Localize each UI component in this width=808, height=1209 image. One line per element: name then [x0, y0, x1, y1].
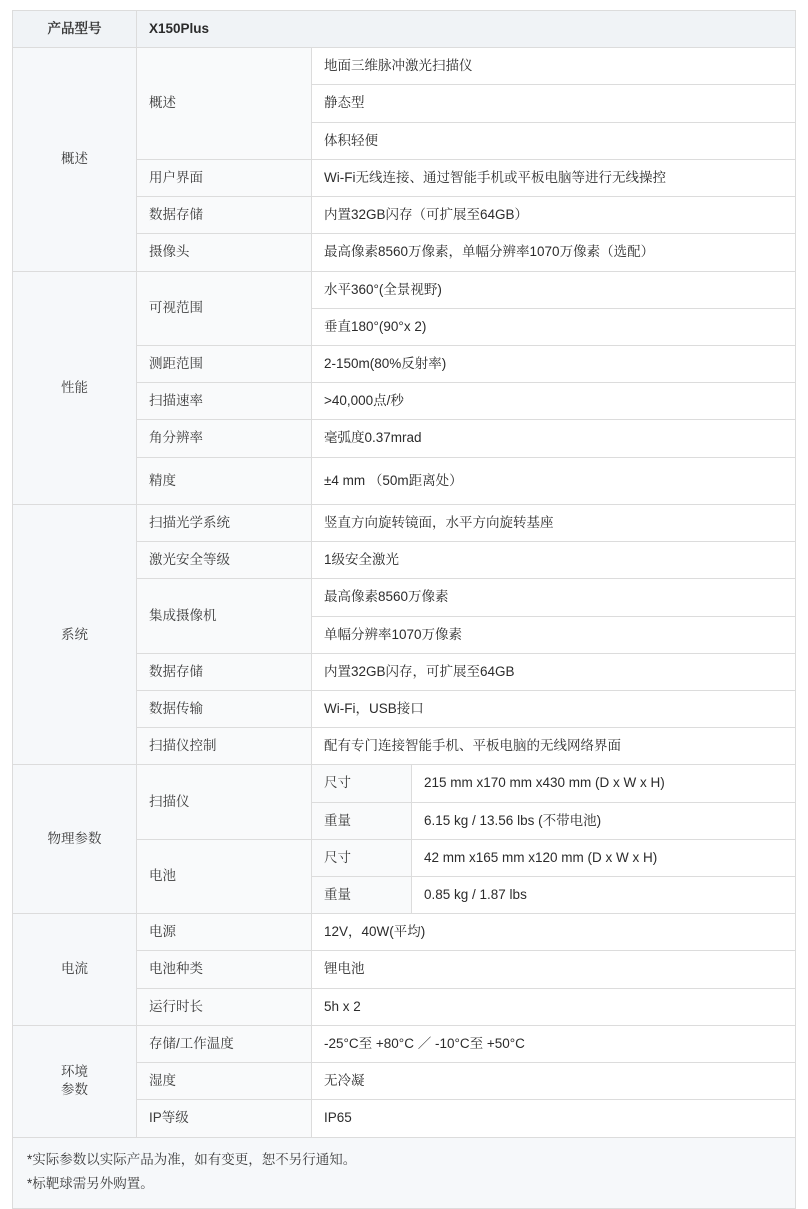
sub-label-text: 电池 — [149, 868, 176, 884]
sub-label-text: 扫描光学系统 — [149, 514, 230, 530]
table-row — [13, 504, 796, 541]
value-cell — [312, 1100, 796, 1137]
sub-label — [137, 914, 312, 951]
group-label-physical — [13, 765, 137, 914]
sub-label — [137, 579, 312, 653]
sub-label — [137, 765, 312, 839]
group-label-overview — [13, 48, 137, 271]
group-label-current — [13, 914, 137, 1026]
sub-label — [137, 728, 312, 765]
group-label-system — [13, 504, 137, 765]
value-text: 单幅分辨率1070万像素 — [324, 626, 463, 642]
spec-table-body — [13, 11, 796, 1138]
value-text: 竖直方向旋转镜面，水平方向旋转基座 — [324, 514, 554, 530]
sub-label-3 — [312, 877, 412, 914]
sub-label — [137, 690, 312, 727]
value-text: 最高像素8560万像素，单幅分辨率1070万像素（选配） — [324, 244, 655, 260]
value-text: 6.15 kg / 13.56 lbs (不带电池) — [424, 812, 602, 828]
value-cell — [312, 988, 796, 1025]
value-cell — [312, 122, 796, 159]
sub-label-text: 扫描速率 — [149, 393, 203, 409]
sub-label-text: 扫描仪控制 — [149, 738, 217, 754]
value-cell — [312, 420, 796, 457]
sub-label-text: 湿度 — [149, 1073, 176, 1089]
value-text: 0.85 kg / 1.87 lbs — [424, 887, 527, 903]
value-cell — [312, 1025, 796, 1062]
sub-label-text: 集成摄像机 — [149, 607, 217, 623]
sub-label-text: 扫描仪 — [149, 793, 190, 809]
value-cell — [312, 159, 796, 196]
value-text: 内置32GB闪存，可扩展至64GB — [324, 663, 515, 679]
sub-label-text: 摄像头 — [149, 244, 190, 260]
sub-label-text: 运行时长 — [149, 998, 203, 1014]
footnotes — [12, 1138, 796, 1209]
value-cell — [312, 653, 796, 690]
sub-label-3-text: 尺寸 — [324, 849, 351, 865]
value-text: Wi-Fi，USB接口 — [324, 700, 424, 716]
sub-label — [137, 457, 312, 504]
value-cell — [312, 951, 796, 988]
value-cell — [312, 542, 796, 579]
table-row — [13, 48, 796, 85]
value-cell — [312, 308, 796, 345]
sub-label — [137, 988, 312, 1025]
table-row — [13, 765, 796, 802]
group-label: 电流 — [61, 961, 88, 977]
sub-label — [137, 1025, 312, 1062]
value-text: 5h x 2 — [324, 998, 361, 1014]
header-label-cell — [13, 11, 137, 48]
value-text: 42 mm x165 mm x120 mm (D x W x H) — [424, 849, 658, 865]
sub-label — [137, 420, 312, 457]
value-text: 水平360°(全景视野) — [324, 281, 442, 297]
group-label: 物理参数 — [47, 831, 102, 847]
value-cell — [312, 48, 796, 85]
value-text: 锂电池 — [324, 961, 365, 977]
value-text: 配有专门连接智能手机、平板电脑的无线网络界面 — [324, 738, 621, 754]
sub-label — [137, 271, 312, 345]
value-cell — [312, 271, 796, 308]
value-cell — [312, 197, 796, 234]
header-value-cell — [137, 11, 796, 48]
sub-label — [137, 234, 312, 271]
sub-label — [137, 839, 312, 913]
value-text: 体积轻便 — [324, 132, 378, 148]
value-text: IP65 — [324, 1110, 352, 1126]
value-text: 12V，40W(平均) — [324, 924, 426, 940]
value-cell — [312, 504, 796, 541]
sub-label-3-text: 重量 — [324, 887, 351, 903]
sub-label — [137, 159, 312, 196]
value-cell — [312, 616, 796, 653]
value-cell — [412, 765, 796, 802]
sub-label-text: 存储/工作温度 — [149, 1035, 234, 1051]
footnote-1: *实际参数以实际产品为准，如有变更，恕不另行通知。 — [27, 1151, 357, 1167]
header-value: X150Plus — [149, 21, 210, 36]
table-row — [13, 914, 796, 951]
value-cell — [312, 914, 796, 951]
sub-label — [137, 653, 312, 690]
sub-label-text: 角分辨率 — [149, 430, 203, 446]
sub-label-3 — [312, 765, 412, 802]
value-text: -25°C至 +80°C ／ -10°C至 +50°C — [324, 1035, 525, 1051]
sub-label — [137, 1063, 312, 1100]
sub-label-text: 电源 — [149, 924, 176, 940]
value-cell — [412, 877, 796, 914]
value-cell — [312, 579, 796, 616]
sub-label-text: 激光安全等级 — [149, 552, 230, 568]
sub-label-text: IP等级 — [149, 1110, 189, 1126]
value-text: 地面三维脉冲激光扫描仪 — [324, 58, 473, 74]
sub-label — [137, 504, 312, 541]
sub-label-3 — [312, 802, 412, 839]
sub-label-text: 可视范围 — [149, 300, 203, 316]
specification-table — [12, 10, 796, 1138]
value-cell — [312, 1063, 796, 1100]
group-label-line1: 环境 — [61, 1064, 88, 1080]
value-cell — [312, 457, 796, 504]
value-cell — [312, 345, 796, 382]
value-text: Wi-Fi无线连接、通过智能手机或平板电脑等进行无线操控 — [324, 169, 666, 185]
value-cell — [312, 234, 796, 271]
sub-label-3 — [312, 839, 412, 876]
table-row — [13, 1025, 796, 1062]
value-text: 215 mm x170 mm x430 mm (D x W x H) — [424, 775, 665, 791]
value-text: 无冷凝 — [324, 1073, 365, 1089]
value-cell — [312, 85, 796, 122]
sub-label — [137, 345, 312, 382]
header-label: 产品型号 — [47, 21, 102, 36]
footnote-2: *标靶球需另外购置。 — [27, 1175, 154, 1191]
value-cell — [412, 839, 796, 876]
sub-label-text: 精度 — [149, 472, 176, 488]
group-label: 概述 — [61, 151, 88, 167]
group-label — [13, 1054, 136, 1108]
group-label: 系统 — [61, 626, 88, 642]
table-header-row — [13, 11, 796, 48]
sub-label-text: 数据存储 — [149, 207, 203, 223]
sub-label — [137, 383, 312, 420]
sub-label-3-text: 重量 — [324, 812, 351, 828]
value-text: 垂直180°(90°x 2) — [324, 318, 427, 334]
sub-label — [137, 197, 312, 234]
group-label-environment — [13, 1025, 137, 1137]
value-text: 1级安全激光 — [324, 552, 400, 568]
value-cell — [312, 690, 796, 727]
group-label-line2: 参数 — [61, 1082, 88, 1098]
sub-label-text: 数据存储 — [149, 663, 203, 679]
value-text: 2-150m(80%反射率) — [324, 355, 447, 371]
value-cell — [312, 383, 796, 420]
group-label-performance — [13, 271, 137, 504]
sub-label — [137, 48, 312, 160]
group-label: 性能 — [61, 379, 88, 395]
sub-label-text: 测距范围 — [149, 355, 203, 371]
sub-label-text: 概述 — [149, 95, 176, 111]
sub-label — [137, 951, 312, 988]
value-text: 内置32GB闪存（可扩展至64GB） — [324, 207, 529, 223]
table-row — [13, 271, 796, 308]
sub-label-text: 用户界面 — [149, 169, 203, 185]
value-text: 最高像素8560万像素 — [324, 589, 449, 605]
value-text: >40,000点/秒 — [324, 393, 404, 409]
sub-label — [137, 1100, 312, 1137]
value-cell — [412, 802, 796, 839]
sub-label — [137, 542, 312, 579]
sub-label-3-text: 尺寸 — [324, 775, 351, 791]
sub-label-text: 数据传输 — [149, 700, 203, 716]
sub-label-text: 电池种类 — [149, 961, 203, 977]
value-text: ±4 mm （50m距离处） — [324, 472, 463, 488]
value-text: 静态型 — [324, 95, 365, 111]
value-text: 毫弧度0.37mrad — [324, 430, 422, 446]
value-cell — [312, 728, 796, 765]
